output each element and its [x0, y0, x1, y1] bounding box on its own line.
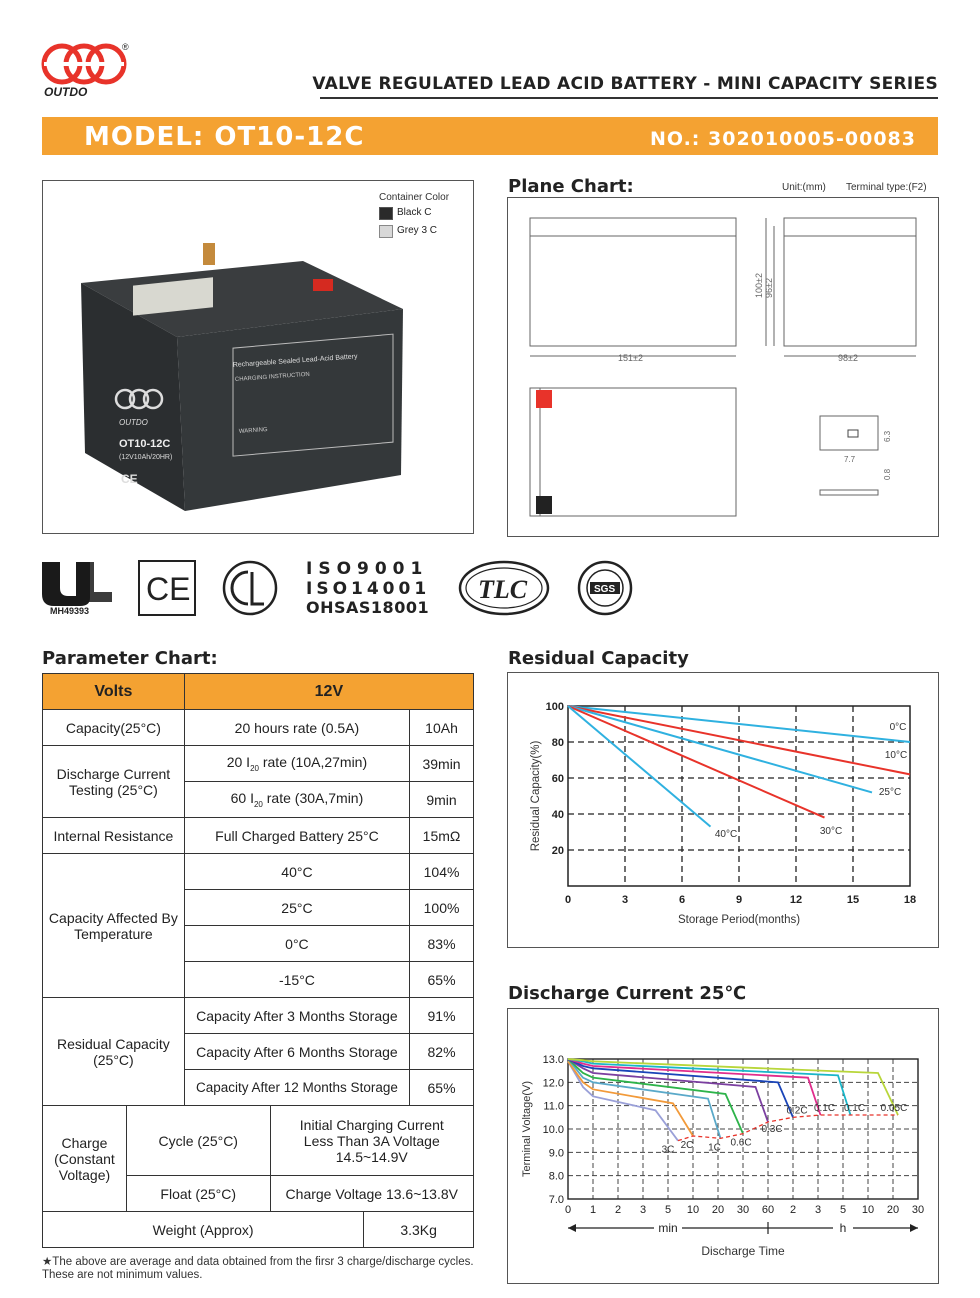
x-tick-label: 6 — [678, 894, 686, 906]
svg-text:CE: CE — [146, 571, 191, 607]
cycle-label: Cycle (25°C) — [126, 1106, 270, 1176]
footnote: ★The above are average and data obtained from the firsr 3 charge/discharge cycles. These are not minimum values. — [42, 1256, 474, 1281]
ul-number: MH49393 — [50, 606, 90, 616]
y-tick-label: 12.0 — [542, 1077, 564, 1090]
volts-label: Volts — [43, 674, 185, 710]
x-tick-label: 30 — [911, 1204, 925, 1216]
series-line — [568, 1061, 693, 1136]
temp-row: 0°C — [184, 926, 409, 962]
series-label: 0.2C — [786, 1105, 808, 1117]
cycle-desc: Initial Charging Current Less Than 3A Voltage 14.5~14.9V — [270, 1106, 473, 1176]
y-tick-label: 100 — [545, 701, 564, 713]
label-spec: (12V10Ah/20HR) — [119, 454, 173, 461]
series-label: 0°C — [889, 722, 907, 733]
dim-length: 151±2 — [618, 353, 643, 363]
residual-chart-box — [507, 672, 939, 948]
arrow-left — [568, 1224, 576, 1232]
series-line — [568, 706, 711, 827]
x-tick-label: 15 — [846, 894, 860, 906]
discharge-chart-box — [507, 1008, 939, 1284]
battery-illustration — [63, 221, 423, 521]
series-title: VALVE REGULATED LEAD ACID BATTERY - MINI CAPACITY SERIES — [312, 74, 938, 94]
brand-name: OUTDO — [44, 85, 88, 99]
residual-desc: Capacity After 12 Months Storage — [184, 1070, 409, 1106]
dim-height-total: 100±2 — [754, 273, 764, 298]
series-label: 0.6C — [730, 1137, 752, 1149]
end-voltage-line — [678, 1115, 898, 1141]
ce-icon — [138, 560, 196, 616]
plane-unit: Unit:(mm) — [782, 182, 826, 193]
series-label: 10°C — [884, 750, 908, 761]
x-tick-label: 18 — [903, 894, 917, 906]
model-label: MODEL: OT10-12C — [84, 122, 365, 152]
series-label: 40°C — [714, 829, 738, 840]
dim-width: 98±2 — [838, 353, 858, 363]
x-tick-label: 12 — [789, 894, 803, 906]
y-tick-label: 11.0 — [543, 1100, 564, 1113]
product-photo-box — [42, 180, 474, 534]
resistance-desc: Full Charged Battery 25°C — [184, 818, 409, 854]
y-tick-label: 7.0 — [548, 1194, 564, 1206]
x-tick-label: 1 — [589, 1204, 597, 1216]
weight-label: Weight (Approx) — [43, 1212, 364, 1248]
discharge-rate-2: 60 $I_{20}$ rate (30A,7min) — [184, 782, 409, 818]
residual-value: 91% — [410, 998, 474, 1034]
parameter-table — [42, 673, 474, 1248]
residual-desc: Capacity After 6 Months Storage — [184, 1034, 409, 1070]
model-number: NO.: 302010005-00083 — [649, 128, 916, 150]
series-label: 0.1C — [813, 1103, 836, 1114]
ohsas-18001: OHSAS18001 — [306, 598, 430, 617]
x-axis-label: Storage Period(months) — [677, 914, 801, 926]
label-instruction: CHARGING INSTRUCTION — [234, 371, 310, 383]
temp-value: 65% — [410, 962, 474, 998]
y-axis-label: Terminal Voltage(V) — [521, 1081, 533, 1177]
plane-drawing — [508, 198, 938, 536]
temp-row: 25°C — [184, 890, 409, 926]
y-tick-label: 13.0 — [542, 1054, 564, 1066]
plane-chart-title: Plane Chart: — [508, 176, 634, 197]
x-tick-label: 0 — [564, 1204, 572, 1216]
temp-row: 40°C — [184, 854, 409, 890]
series-line — [568, 706, 872, 792]
series-label: 0.05C — [880, 1103, 908, 1114]
capacity-desc: 20 hours rate (0.5A) — [184, 710, 409, 746]
x-axis-label: Discharge Time — [701, 1244, 785, 1258]
discharge-value-1: 39min — [410, 746, 474, 782]
min-unit-label: min — [658, 1221, 678, 1235]
x-tick-label: 0 — [564, 894, 572, 906]
x-tick-label: 60 — [761, 1204, 775, 1216]
series-label: 0.1C — [843, 1103, 866, 1114]
capacity-label: Capacity(25°C) — [43, 710, 185, 746]
sgs-icon — [576, 560, 634, 616]
residual-value: 82% — [410, 1034, 474, 1070]
residual-chart-title: Residual Capacity — [508, 648, 689, 669]
arrow-right — [910, 1224, 918, 1232]
y-axis-label: Residual Capacity(%) — [530, 740, 542, 852]
volts-value: 12V — [184, 674, 473, 710]
discharge-current-chart — [508, 1009, 938, 1283]
black-option: Black C — [397, 207, 432, 218]
x-tick-label: 10 — [861, 1204, 875, 1216]
temp-value: 83% — [410, 926, 474, 962]
y-tick-label: 10.0 — [542, 1124, 564, 1136]
label-brand: OUTDO — [119, 418, 148, 427]
residual-capacity-chart — [508, 673, 938, 947]
discharge-rate-1: 20 $I_{20}$ rate (10A,27min) — [184, 746, 409, 782]
series-label: 3C — [661, 1144, 675, 1156]
temp-row: -15°C — [184, 962, 409, 998]
series-label: 1C — [708, 1142, 721, 1154]
grey-option: Grey 3 C — [397, 225, 438, 236]
x-tick-label: 20 — [711, 1204, 725, 1216]
temp-value: 100% — [410, 890, 474, 926]
float-desc: Charge Voltage 13.6~13.8V — [270, 1176, 473, 1212]
temperature-label: Capacity Affected By Temperature — [43, 854, 185, 998]
iso-9001: ISO9001 — [306, 559, 429, 579]
svg-text:TLC: TLC — [478, 575, 528, 604]
gc-icon — [222, 560, 278, 616]
x-tick-label: 2 — [789, 1204, 797, 1216]
label-title: Rechargeable Sealed Lead-Acid Battery — [232, 353, 358, 369]
x-tick-label: 5 — [664, 1204, 672, 1216]
x-tick-label: 3 — [621, 894, 629, 906]
parameter-chart-title: Parameter Chart: — [42, 648, 218, 669]
dim-t3: 0.8 — [883, 468, 892, 480]
y-tick-label: 80 — [551, 737, 564, 749]
discharge-label: Discharge Current Testing (25°C) — [43, 746, 185, 818]
label-warning: WARNING — [238, 427, 268, 435]
y-tick-label: 40 — [551, 809, 564, 821]
resistance-value: 15mΩ — [410, 818, 474, 854]
charge-label: Charge (Constant Voltage) — [43, 1106, 127, 1212]
x-tick-label: 30 — [736, 1204, 750, 1216]
plane-terminal: Terminal type:(F2) — [846, 182, 927, 193]
container-color-title: Container Color — [379, 192, 450, 203]
discharge-chart-title: Discharge Current 25℃ — [508, 983, 747, 1004]
x-tick-label: 9 — [735, 894, 743, 906]
y-tick-label: 60 — [551, 773, 564, 785]
series-label: 30°C — [819, 826, 843, 837]
float-label: Float (25°C) — [126, 1176, 270, 1212]
temp-value: 104% — [410, 854, 474, 890]
x-tick-label: 3 — [814, 1204, 822, 1216]
plane-chart-box — [507, 197, 939, 537]
series-line — [568, 1059, 821, 1115]
x-tick-label: 3 — [639, 1204, 647, 1216]
x-tick-label: 2 — [614, 1204, 622, 1216]
svg-text:SGS: SGS — [594, 584, 616, 595]
series-label: 25°C — [878, 787, 902, 798]
dim-t2: 7.7 — [844, 455, 856, 464]
series-label: 0.3C — [761, 1124, 783, 1135]
residual-label: Residual Capacity (25°C) — [43, 998, 185, 1106]
iso-14001: ISO14001 — [306, 579, 431, 599]
x-tick-label: 20 — [886, 1204, 900, 1216]
dim-t1: 6.3 — [883, 430, 892, 442]
tlc-icon — [458, 560, 550, 616]
ul-icon — [40, 558, 116, 616]
weight-value: 3.3Kg — [364, 1212, 474, 1248]
registered-mark: ® — [122, 42, 129, 52]
header-rule — [320, 97, 938, 99]
resistance-label: Internal Resistance — [43, 818, 185, 854]
y-tick-label: 20 — [551, 845, 564, 857]
series-label: 2C — [680, 1140, 694, 1151]
x-tick-label: 10 — [686, 1204, 700, 1216]
label-model: OT10-12C — [119, 438, 171, 450]
black-swatch — [379, 207, 393, 220]
outdo-logo — [40, 40, 150, 100]
y-tick-label: 9.0 — [548, 1147, 564, 1160]
residual-value: 65% — [410, 1070, 474, 1106]
dim-height-box: 96±2 — [764, 278, 774, 298]
series-line — [568, 706, 825, 818]
x-tick-label: 5 — [839, 1204, 847, 1216]
residual-desc: Capacity After 3 Months Storage — [184, 998, 409, 1034]
capacity-value: 10Ah — [410, 710, 474, 746]
y-tick-label: 8.0 — [548, 1170, 564, 1183]
label-ce: CE — [121, 472, 138, 486]
h-unit-label: h — [839, 1221, 847, 1235]
discharge-value-2: 9min — [410, 782, 474, 818]
